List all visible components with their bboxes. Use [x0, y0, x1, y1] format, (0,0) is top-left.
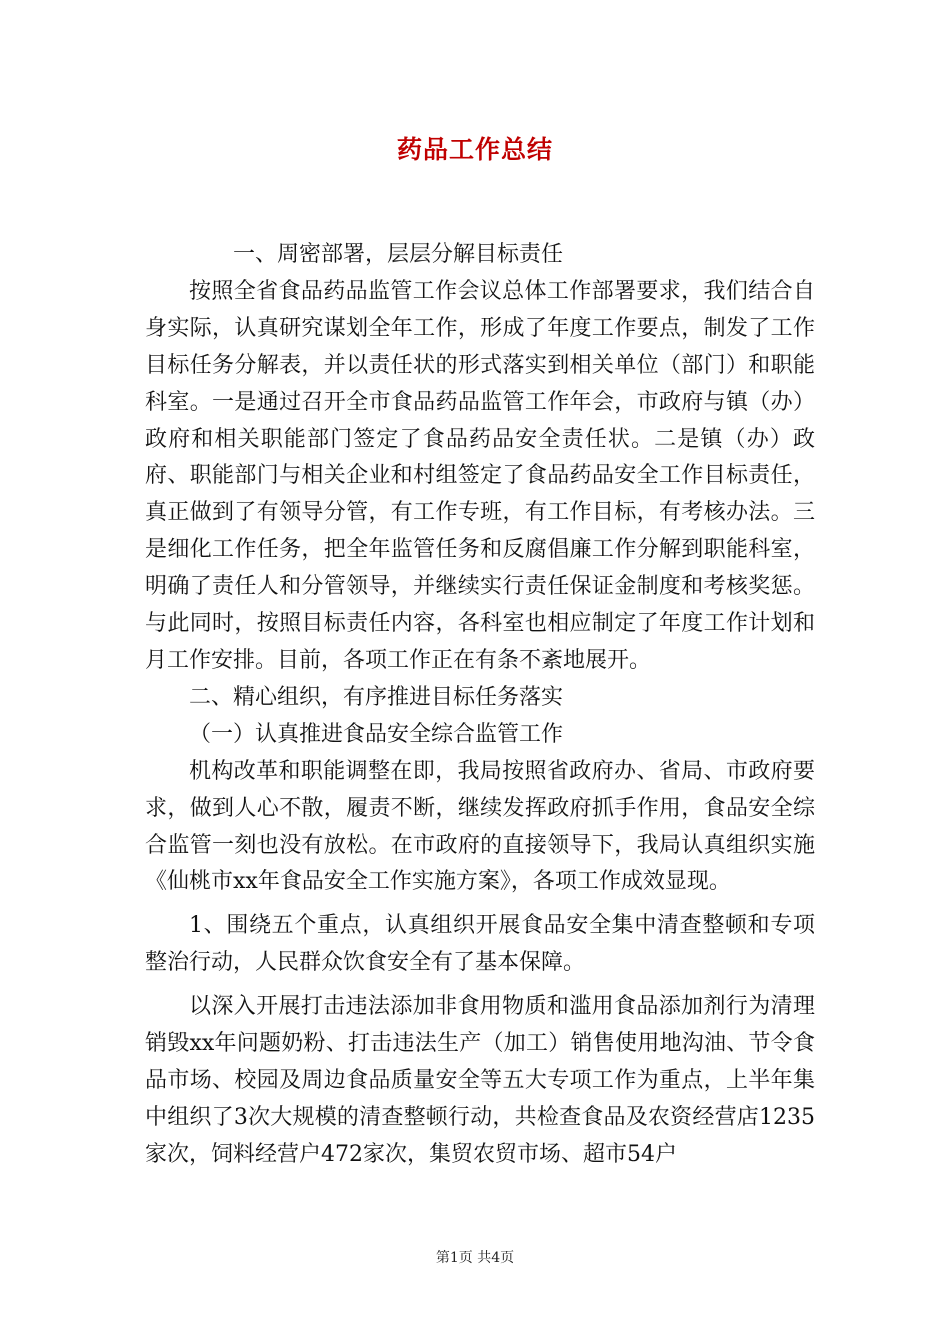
paragraph: 以深入开展打击违法添加非食用物质和滥用食品添加剂行为清理销毁xx年问题奶粉、打击违法生产（加工）销售使用地沟油、节令食品市场、校园及周边食品质量安全等五大专项工作为重点，上半年集中组织了3次大规模的清查整顿行动，共检查食品及农资经营店1235家次，饲料经营户472家次，集贸农贸市场、超市54户	[145, 994, 815, 1167]
paragraph: 机构改革和职能调整在即，我局按照省政府办、省局、市政府要求，做到人心不散，履责不断，继续发挥政府抓手作用，食品安全综合监管一刻也没有放松。在市政府的直接领导下，我局认真组织实施《仙桃市xx年食品安全工作实施方案》，各项工作成效显现。	[145, 758, 815, 895]
section-heading-1: 一、周密部署，层层分解目标责任	[233, 242, 564, 267]
paragraph: 按照全省食品药品监管工作会议总体工作部署要求，我们结合自身实际，认真研究谋划全年工作，形成了年度工作要点，制发了工作目标任务分解表，并以责任状的形式落实到相关单位（部门）和职能科室。一是通过召开全市食品药品监管工作年会，市政府与镇（办）政府和相关职能部门签定了食品药品安全责任状。二是镇（办）政府、职能部门与相关企业和村组签定了食品药品安全工作目标责任，真正做到了有领导分管，有工作专班，有工作目标，有考核办法。三是细化工作任务，把全年监管任务和反腐倡廉工作分解到职能科室，明确了责任人和分管领导，并继续实行责任保证金制度和考核奖惩。与此同时，按照目标责任内容，各科室也相应制定了年度工作计划和月工作安排。目前，各项工作正在有条不紊地展开。	[145, 278, 815, 673]
subsection-heading-1: （一）认真推进食品安全综合监管工作	[189, 721, 564, 747]
page-indicator: 第1页 共4页	[435, 1250, 515, 1266]
document-body	[145, 237, 815, 1174]
section-heading-2: 二、精心组织，有序推进目标任务落实	[189, 684, 564, 710]
document-title: 药品工作总结	[396, 135, 553, 164]
list-item-heading: 1、围绕五个重点，认真组织开展食品安全集中清查整顿和专项整治行动，人民群众饮食安全有了基本保障。	[145, 913, 815, 976]
